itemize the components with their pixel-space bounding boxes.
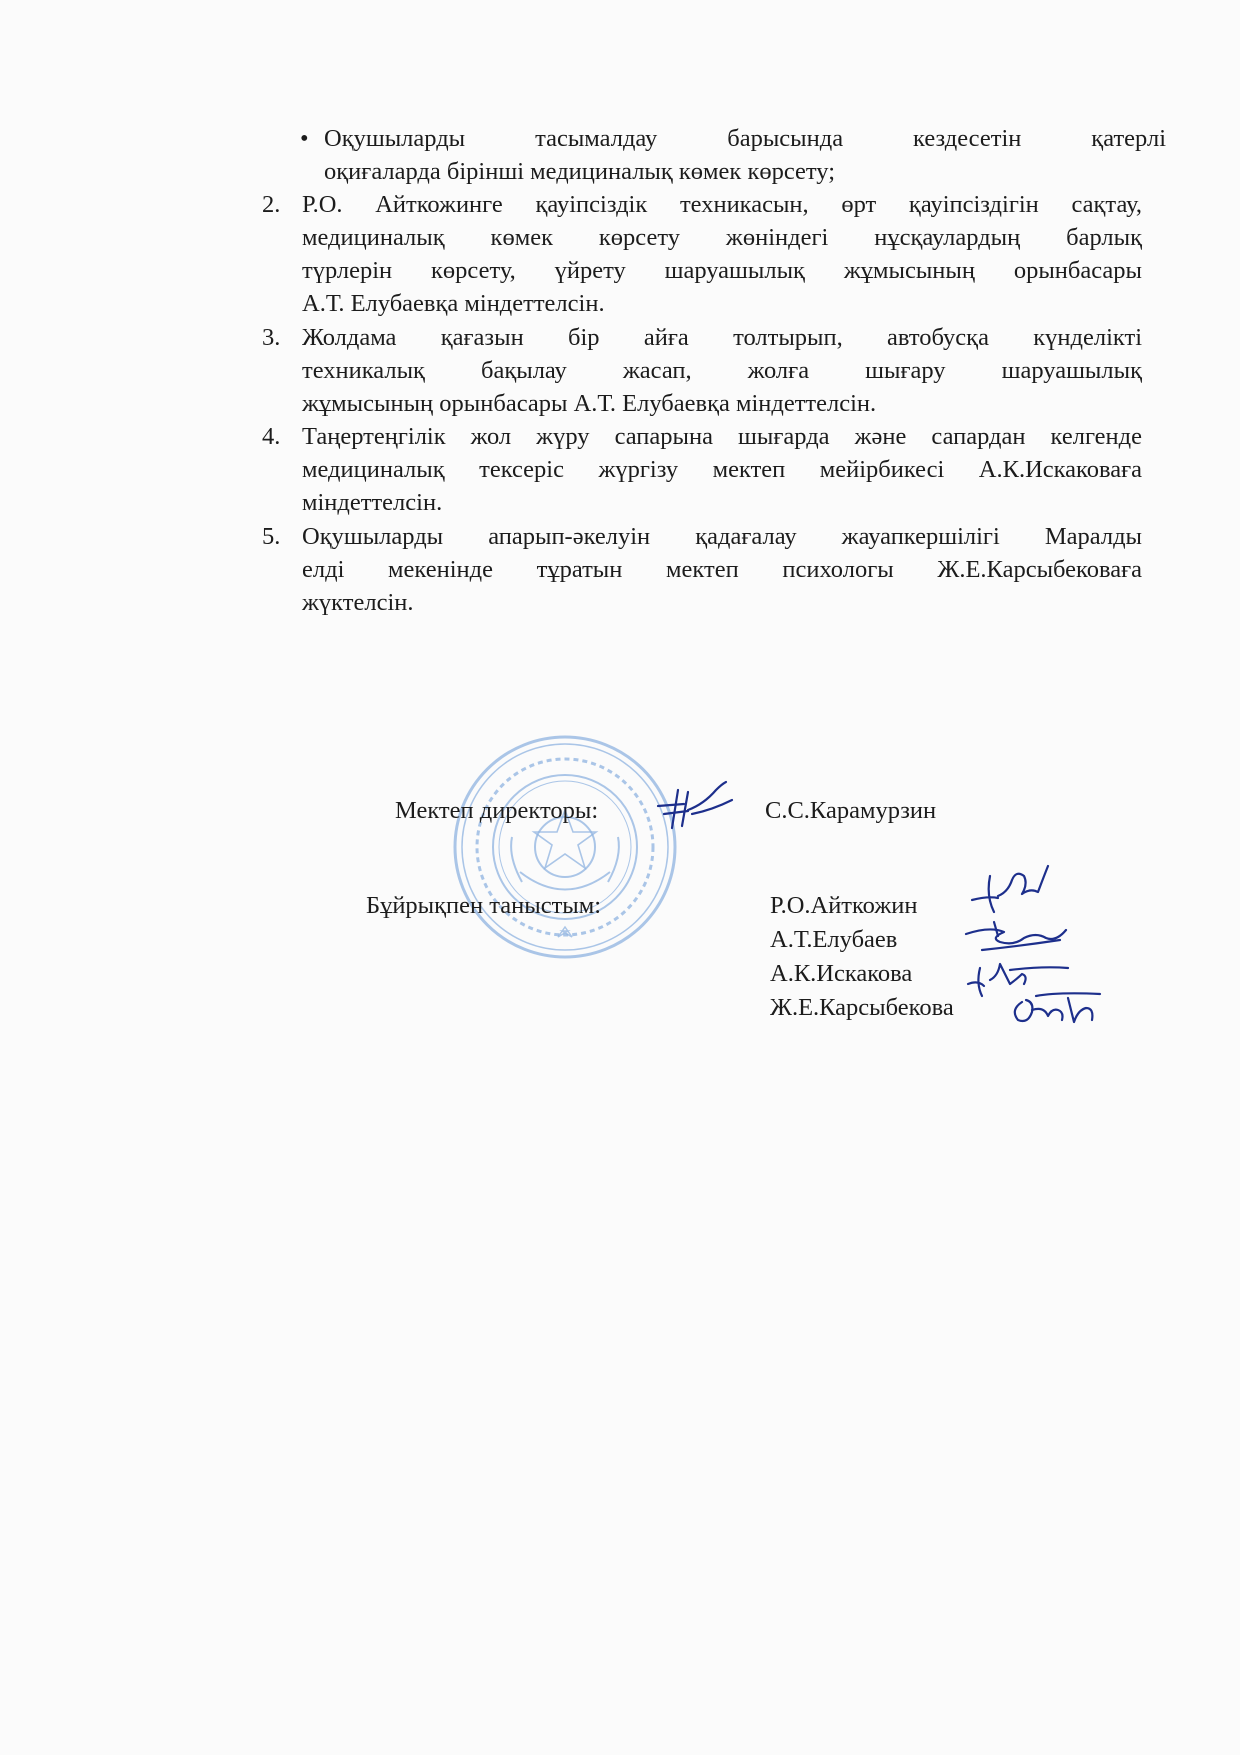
item-line-last: міндеттелсін. [302,489,443,516]
signature-4-icon [1008,982,1108,1032]
item-line: Таңертеңгілік жол жүру сапарына шығарда және сапардан келгенде [302,423,1142,450]
item-number: 5. [262,523,281,550]
item-line-last: жүктелсін. [302,589,414,616]
list-item-2 [262,188,1142,320]
list-item-4 [262,420,1142,519]
item-line: медициналық тексеріс жүргізу мектеп мейірбикесі А.К.Искаковаға [302,456,1142,483]
list-item-5 [262,520,1142,619]
item-line-last: жұмысының орынбасары А.Т. Елубаевқа міндеттелсін. [302,390,877,417]
director-label: Мектеп директоры: [395,797,599,824]
acknowledged-name-3: А.К.Искакова [770,960,913,987]
item-line: Оқушыларды апарып-әкелуін қадағалау жауапкершілігі Маралды [302,523,1142,550]
bullet-line-2: оқиғаларда бірінші медициналық көмек көрсету; [324,158,836,185]
bullet-line-1: Оқушыларды тасымалдау барысында кездесетін қатерлі [324,125,1166,152]
item-line: Жолдама қағазын бір айға толтырып, автобусқа күнделікті [302,324,1142,351]
director-signature-icon [652,776,762,836]
list-item-3 [262,321,1142,420]
item-number: 3. [262,324,281,351]
bullet-item [300,122,1166,188]
item-line: елді мекенінде тұратын мектеп психологы Ж.Е.Карсыбековаға [302,556,1142,583]
acknowledged-name-1: Р.О.Айткожин [770,892,918,919]
item-number: 4. [262,423,281,450]
item-line-last: А.Т. Елубаевқа міндеттелсін. [302,290,605,317]
item-line: медициналық көмек көрсету жөніндегі нұсқаулардың барлық [302,224,1142,251]
bullet-dot-icon: • [300,125,309,152]
acknowledged-name-2: А.Т.Елубаев [770,926,898,953]
item-number: 2. [262,191,281,218]
official-stamp-icon [450,732,680,962]
item-line: түрлерін көрсету, үйрету шаруашылық жұмысының орынбасары [302,257,1142,284]
director-name: С.С.Карамурзин [765,797,937,824]
item-line: техникалық бақылау жасап, жолға шығару шаруашылық [302,357,1142,384]
acknowledged-label: Бұйрықпен таныстым: [366,892,602,919]
item-line: Р.О. Айткожинге қауіпсіздік техникасын, өрт қауіпсіздігін сақтау, [302,191,1142,218]
acknowledged-name-4: Ж.Е.Карсыбекова [770,994,954,1021]
